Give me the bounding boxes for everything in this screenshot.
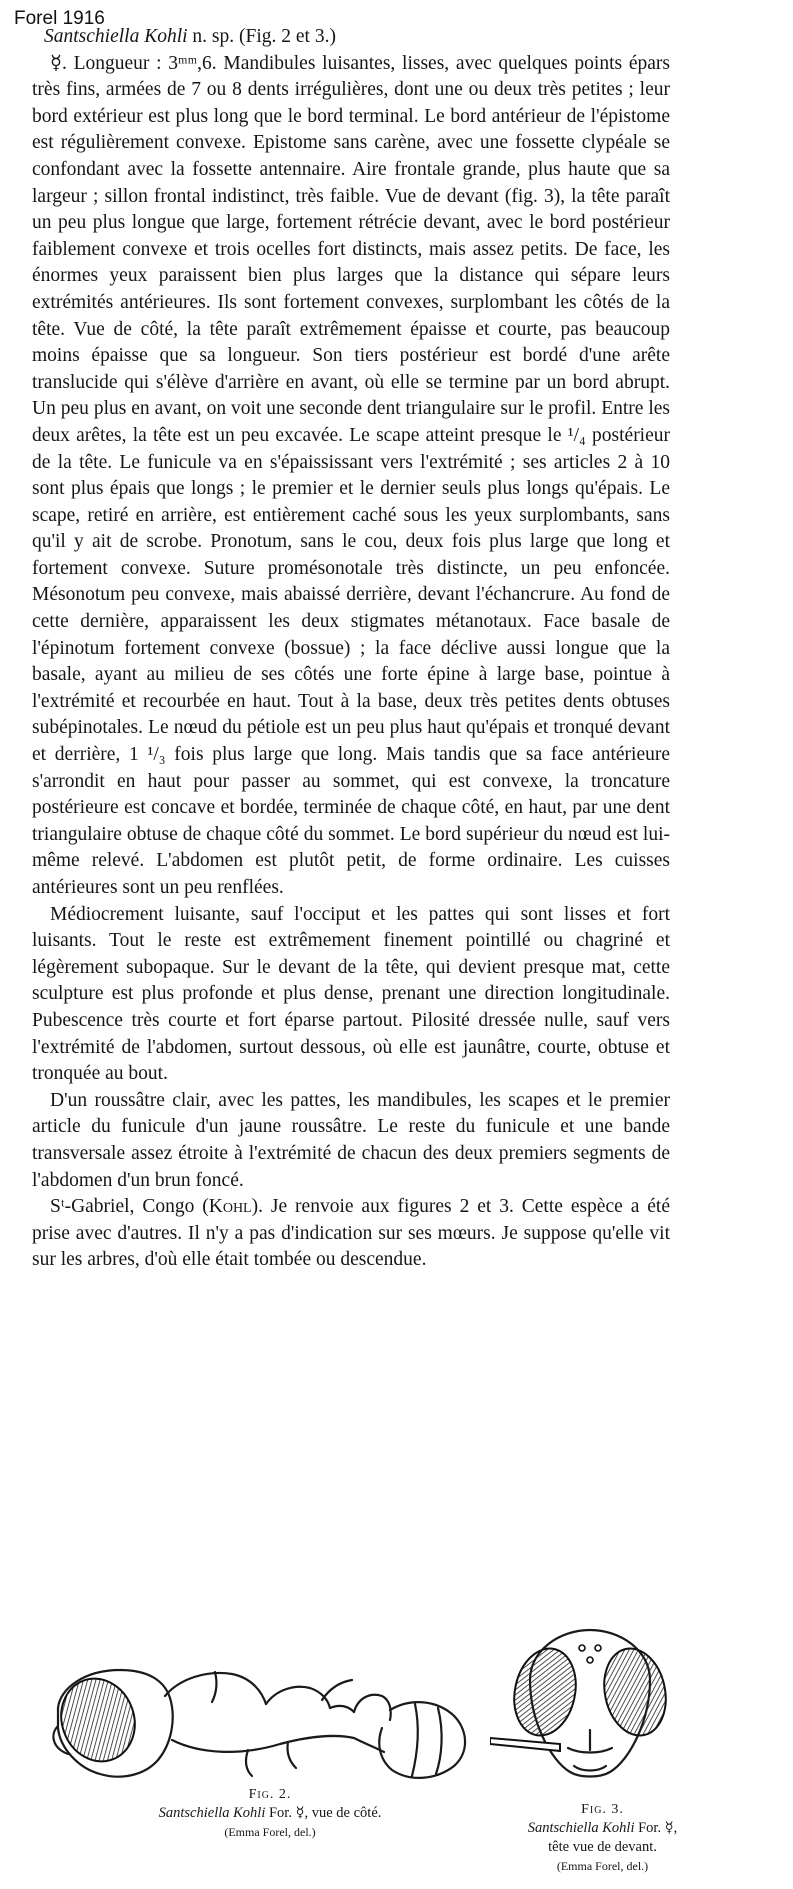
figure-3-description-line2: tête vue de devant. <box>548 1839 657 1855</box>
title-rest: n. sp. (Fig. 2 et 3.) <box>187 26 336 47</box>
species-title-line <box>32 24 670 51</box>
figure-2-caption <box>70 1785 470 1841</box>
figure-3-number: Fig. 3. <box>581 1802 624 1817</box>
figure-3-description <box>490 1819 715 1838</box>
paragraph-locality <box>32 1194 670 1274</box>
paragraph-color: D'un roussâtre clair, avec les pattes, les mandibules, les scapes et le premier article du funicule d'un jaune roussâtre. Le reste du funicule et une bande transversale assez étroite à l'extrémité de chacun des deux premiers segments de l'abdomen d'un brun foncé. <box>32 1089 670 1191</box>
figure-3-credit: (Emma Forel, del.) <box>556 1859 649 1873</box>
page-header: Forel 1916 <box>14 8 105 29</box>
paragraph-morphology: ☿. Longueur : 3ᵐᵐ,6. Mandibules luisantes, lisses, avec quelques points épars très fins, armées de 7 ou 8 dents irrégulières, dont une ou deux très petites ; leur bord extérieur est plus long que le bord terminal. Le bord antérieur de l'épistome est régulièrement convexe. Epistome sans carène, avec une fossette clypéale se confondant avec la fossette antennaire. Aire frontale grande, plus haute que sa largeur ; sillon frontal indistinct, très faible. Vue de devant (fig. 3), la tête paraît un peu plus longue que large, fortement rétrécie devant, avec le bord postérieur faiblement convexe et trois ocelles fort distincts, mais assez petits. De face, les énormes yeux paraissent bien plus larges que la distance qui sépare leurs extrémités antérieures. Ils sont fortement convexes, surplombant les côtés de la tête. Vue de côté, la tête paraît extrêmement épaisse et courte, pas beaucoup moins épaisse que sa longueur. Son tiers postérieur est bordé d'une arête translucide qui s'élève d'arrière en avant, où elle se termine par un bord abrupt. Un peu plus en avant, on voit une seconde dent triangulaire sur le profil. Entre les deux arêtes, la tête est un peu excavée. Le scape atteint presque le ¹/₄ postérieur de la tête. Le funicule va en s'épaississant vers l'extrémité ; ses articles 2 à 10 sont plus épais que longs ; le premier et le dernier seuls plus longs qu'épais. Le scape, retiré en arrière, est entièrement caché sous les yeux surplombants, sans qu'il y ait de scrobe. Pronotum, sans le cou, deux fois plus large que long et fortement convexe. Suture promésonotale très distincte, un peu enfoncée. Mésonotum peu convexe, mais abaissé derrière, devant l'échancrure. Au fond de cette dernière, apparaissent les deux stigmates métanotaux. Face basale de l'épinotum fortement convexe (bossue) ; la face déclive aussi longue que la basale, ayant au milieu de ses côtés une forte épine à large base, pointue à l'extrémité et recourbée en haut. Tout à la base, deux très petites dents obtuses subépinotales. Le nœud du pétiole est un peu plus haut qu'épais et tronqué devant et derrière, 1 ¹/₃ fois plus large que long. Mais tandis que sa face antérieure s'arrondit en haut pour passer au sommet, qui est convexe, la troncature postérieure est concave et bordée, terminée de chaque côté, en haut, par une dent triangulaire obtuse de chaque côté du sommet. Le bord supérieur du nœud est lui-même relevé. L'abdomen est plutôt petit, de forme ordinaire. Les cuisses antérieures sont un peu renflées. <box>32 52 670 898</box>
figure-3-species: Santschiella Kohli <box>527 1820 635 1836</box>
figure-2-ant-lateral-drawing <box>40 1648 480 1798</box>
collector-name: Kohl <box>208 1196 252 1218</box>
paragraph-sculpture: Médiocrement luisante, sauf l'occiput et les pattes qui sont lisses et fort luisants. Tout le reste est extrêmement finement pointillé ou chagriné et légèrement subopaque. Sur le devant de la tête, qui devient presque mat, cette sculpture est plus profonde et plus dense, prenant une direction longitudinale. Pubescence très courte et fort éparse partout. Pilosité dressée nulle, sauf vers l'extrémité de l'abdomen, surtout dessous, où elle est jaunâtre, courte, obtuse et tronquée au bout. <box>32 903 670 1085</box>
figure-3-desc-rest: For. ☿, <box>634 1820 678 1836</box>
figure-2-number: Fig. 2. <box>248 1787 292 1802</box>
figure-2-species: Santschiella Kohli <box>158 1805 266 1821</box>
figure-2-desc-rest: For. ☿, vue de côté. <box>265 1805 382 1821</box>
locality-start: Sᵗ-Gabriel, Congo ( <box>50 1196 209 1218</box>
species-name: Santschiella Kohli <box>44 26 188 47</box>
figure-3-head-frontal-drawing <box>490 1620 670 1790</box>
description-text <box>32 24 670 1274</box>
figure-2-credit: (Emma Forel, del.) <box>224 1825 316 1839</box>
figure-2-description <box>70 1804 470 1823</box>
figure-3-caption <box>490 1800 715 1875</box>
locality-end: ). Je renvoie aux figures 2 et 3. Cette espèce a été prise avec d'autres. Il n'y a pas d'indication sur ses mœurs. Je suppose qu'elle vit sur les arbres, d'où elle était tombée ou descendue. <box>32 1196 670 1271</box>
